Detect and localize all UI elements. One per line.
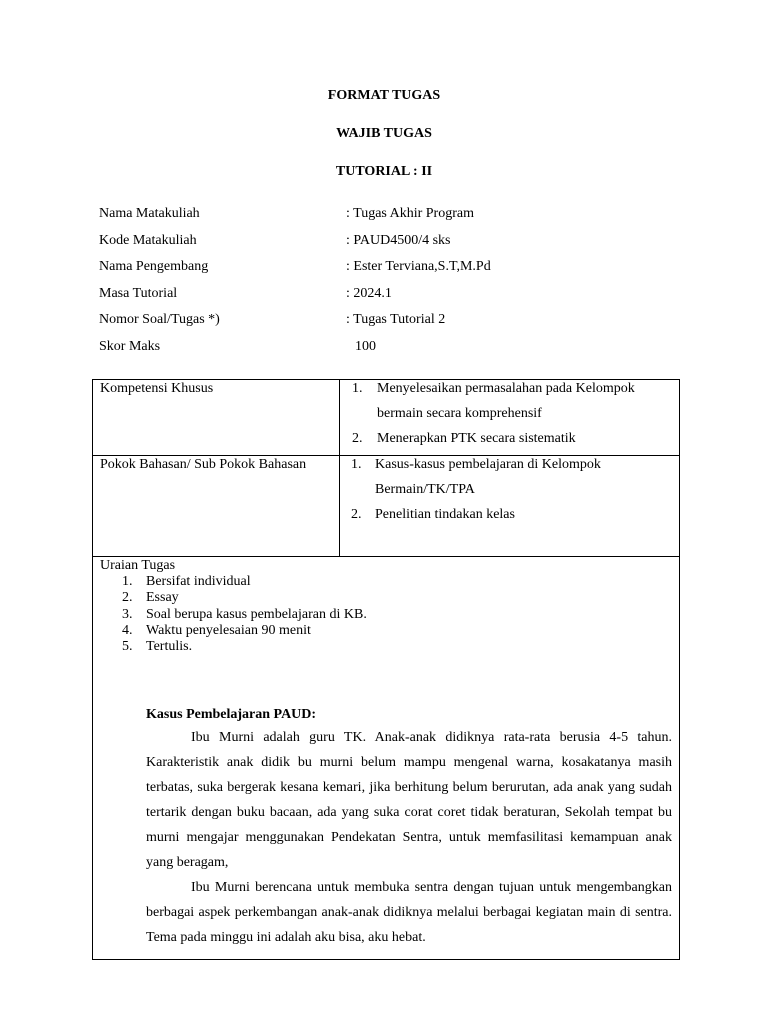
info-label-kode: Kode Matakuliah: [99, 233, 197, 248]
list-item: [351, 452, 679, 502]
list-item-text: bermain secara komprehensif: [377, 406, 542, 421]
list-item: [93, 574, 679, 590]
list-item-text: Menerapkan PTK secara sistematik: [377, 431, 576, 446]
list-item-number: 1.: [351, 457, 362, 472]
uraian-title: Uraian Tugas: [100, 558, 176, 573]
list-item-text: Kasus-kasus pembelajaran di Kelompok: [375, 457, 601, 472]
list-item-text: Bermain/TK/TPA: [375, 482, 475, 497]
list-item: [351, 502, 679, 527]
uraian-list: [93, 574, 679, 655]
info-value-kode: : PAUD4500/4 sks: [346, 233, 451, 248]
row-uraian-tugas: [93, 557, 680, 960]
info-label-masa: Masa Tutorial: [99, 286, 178, 301]
list-item-number: 2.: [351, 507, 362, 522]
case-title: Kasus Pembelajaran PAUD:: [146, 707, 317, 723]
list-item-number: 5.: [122, 639, 133, 655]
list-item: [93, 639, 679, 655]
pokok-bahasan-list: [340, 452, 679, 527]
info-value-matakuliah: : Tugas Akhir Program: [346, 206, 474, 221]
list-item-text: Tertulis.: [146, 639, 193, 655]
task-table: [92, 379, 680, 960]
list-item-text: Menyelesaikan permasalahan pada Kelompok: [377, 381, 635, 396]
list-item-text: Penelitian tindakan kelas: [375, 507, 515, 522]
list-item-number: 1.: [122, 574, 133, 589]
info-label-nomor-soal: Nomor Soal/Tugas *): [99, 312, 220, 327]
list-item-text: Waktu penyelesaian 90 menit: [146, 622, 311, 638]
case-paragraph-text: Ibu Murni berencana untuk membuka sentra dengan tujuan untuk mengembangkan berbagai aspek perkembangan anak-anak didiknya melalui berbagai kegiatan main di sentra. Tema pada minggu ini adalah aku bisa, aku hebat.: [146, 880, 672, 946]
list-item-number: 2.: [122, 590, 133, 606]
kompetensi-list: [340, 376, 679, 451]
kompetensi-label: Kompetensi Khusus: [100, 381, 214, 396]
case-paragraph: [146, 725, 672, 875]
list-item-number: 2.: [352, 431, 363, 446]
list-item-text: Essay: [146, 590, 179, 606]
list-item: [93, 607, 679, 623]
document-subtitle: WAJIB TUGAS: [336, 126, 432, 141]
row-pokok-bahasan: [93, 456, 680, 557]
info-label-matakuliah: Nama Matakuliah: [99, 206, 200, 221]
tutorial-label: TUTORIAL : II: [335, 164, 433, 179]
info-label-pengembang: Nama Pengembang: [99, 259, 209, 274]
list-item: [352, 426, 679, 451]
list-item: [93, 623, 679, 639]
case-paragraph-text: Ibu Murni adalah guru TK. Anak-anak didiknya rata-rata berusia 4-5 tahun. Karakteristik anak didik bu murni belum mampu mengenal warna, kosakatanya masih terbatas, suka bergerak kesana kemari, jika berhitung belum berurutan, ada anak yang sudah tertarik dengan buku bacaan, ada yang suka corat coret tidak beraturan, Sekolah tempat bu murni mengajar menggunakan Pendekatan Sentra, untuk memfasilitasi kemampuan anak yang beragam,: [146, 730, 672, 871]
pokok-bahasan-label: Pokok Bahasan/ Sub Pokok Bahasan: [100, 457, 307, 472]
list-item-number: 1.: [352, 381, 363, 396]
info-value-pengembang: : Ester Terviana,S.T,M.Pd: [346, 259, 491, 274]
info-value-skor: 100: [355, 339, 376, 354]
list-item-text: Soal berupa kasus pembelajaran di KB.: [146, 606, 367, 622]
info-value-nomor-soal: : Tugas Tutorial 2: [346, 312, 446, 327]
row-kompetensi: [93, 380, 680, 456]
info-value-masa: : 2024.1: [346, 286, 392, 301]
case-paragraph: [146, 875, 672, 950]
list-item-number: 3.: [122, 606, 133, 622]
info-label-skor: Skor Maks: [99, 339, 161, 354]
list-item: [352, 376, 679, 426]
list-item-number: 4.: [122, 622, 133, 638]
document-title: FORMAT TUGAS: [327, 88, 441, 103]
list-item-text: Bersifat individual: [146, 574, 251, 589]
list-item: [93, 590, 679, 606]
